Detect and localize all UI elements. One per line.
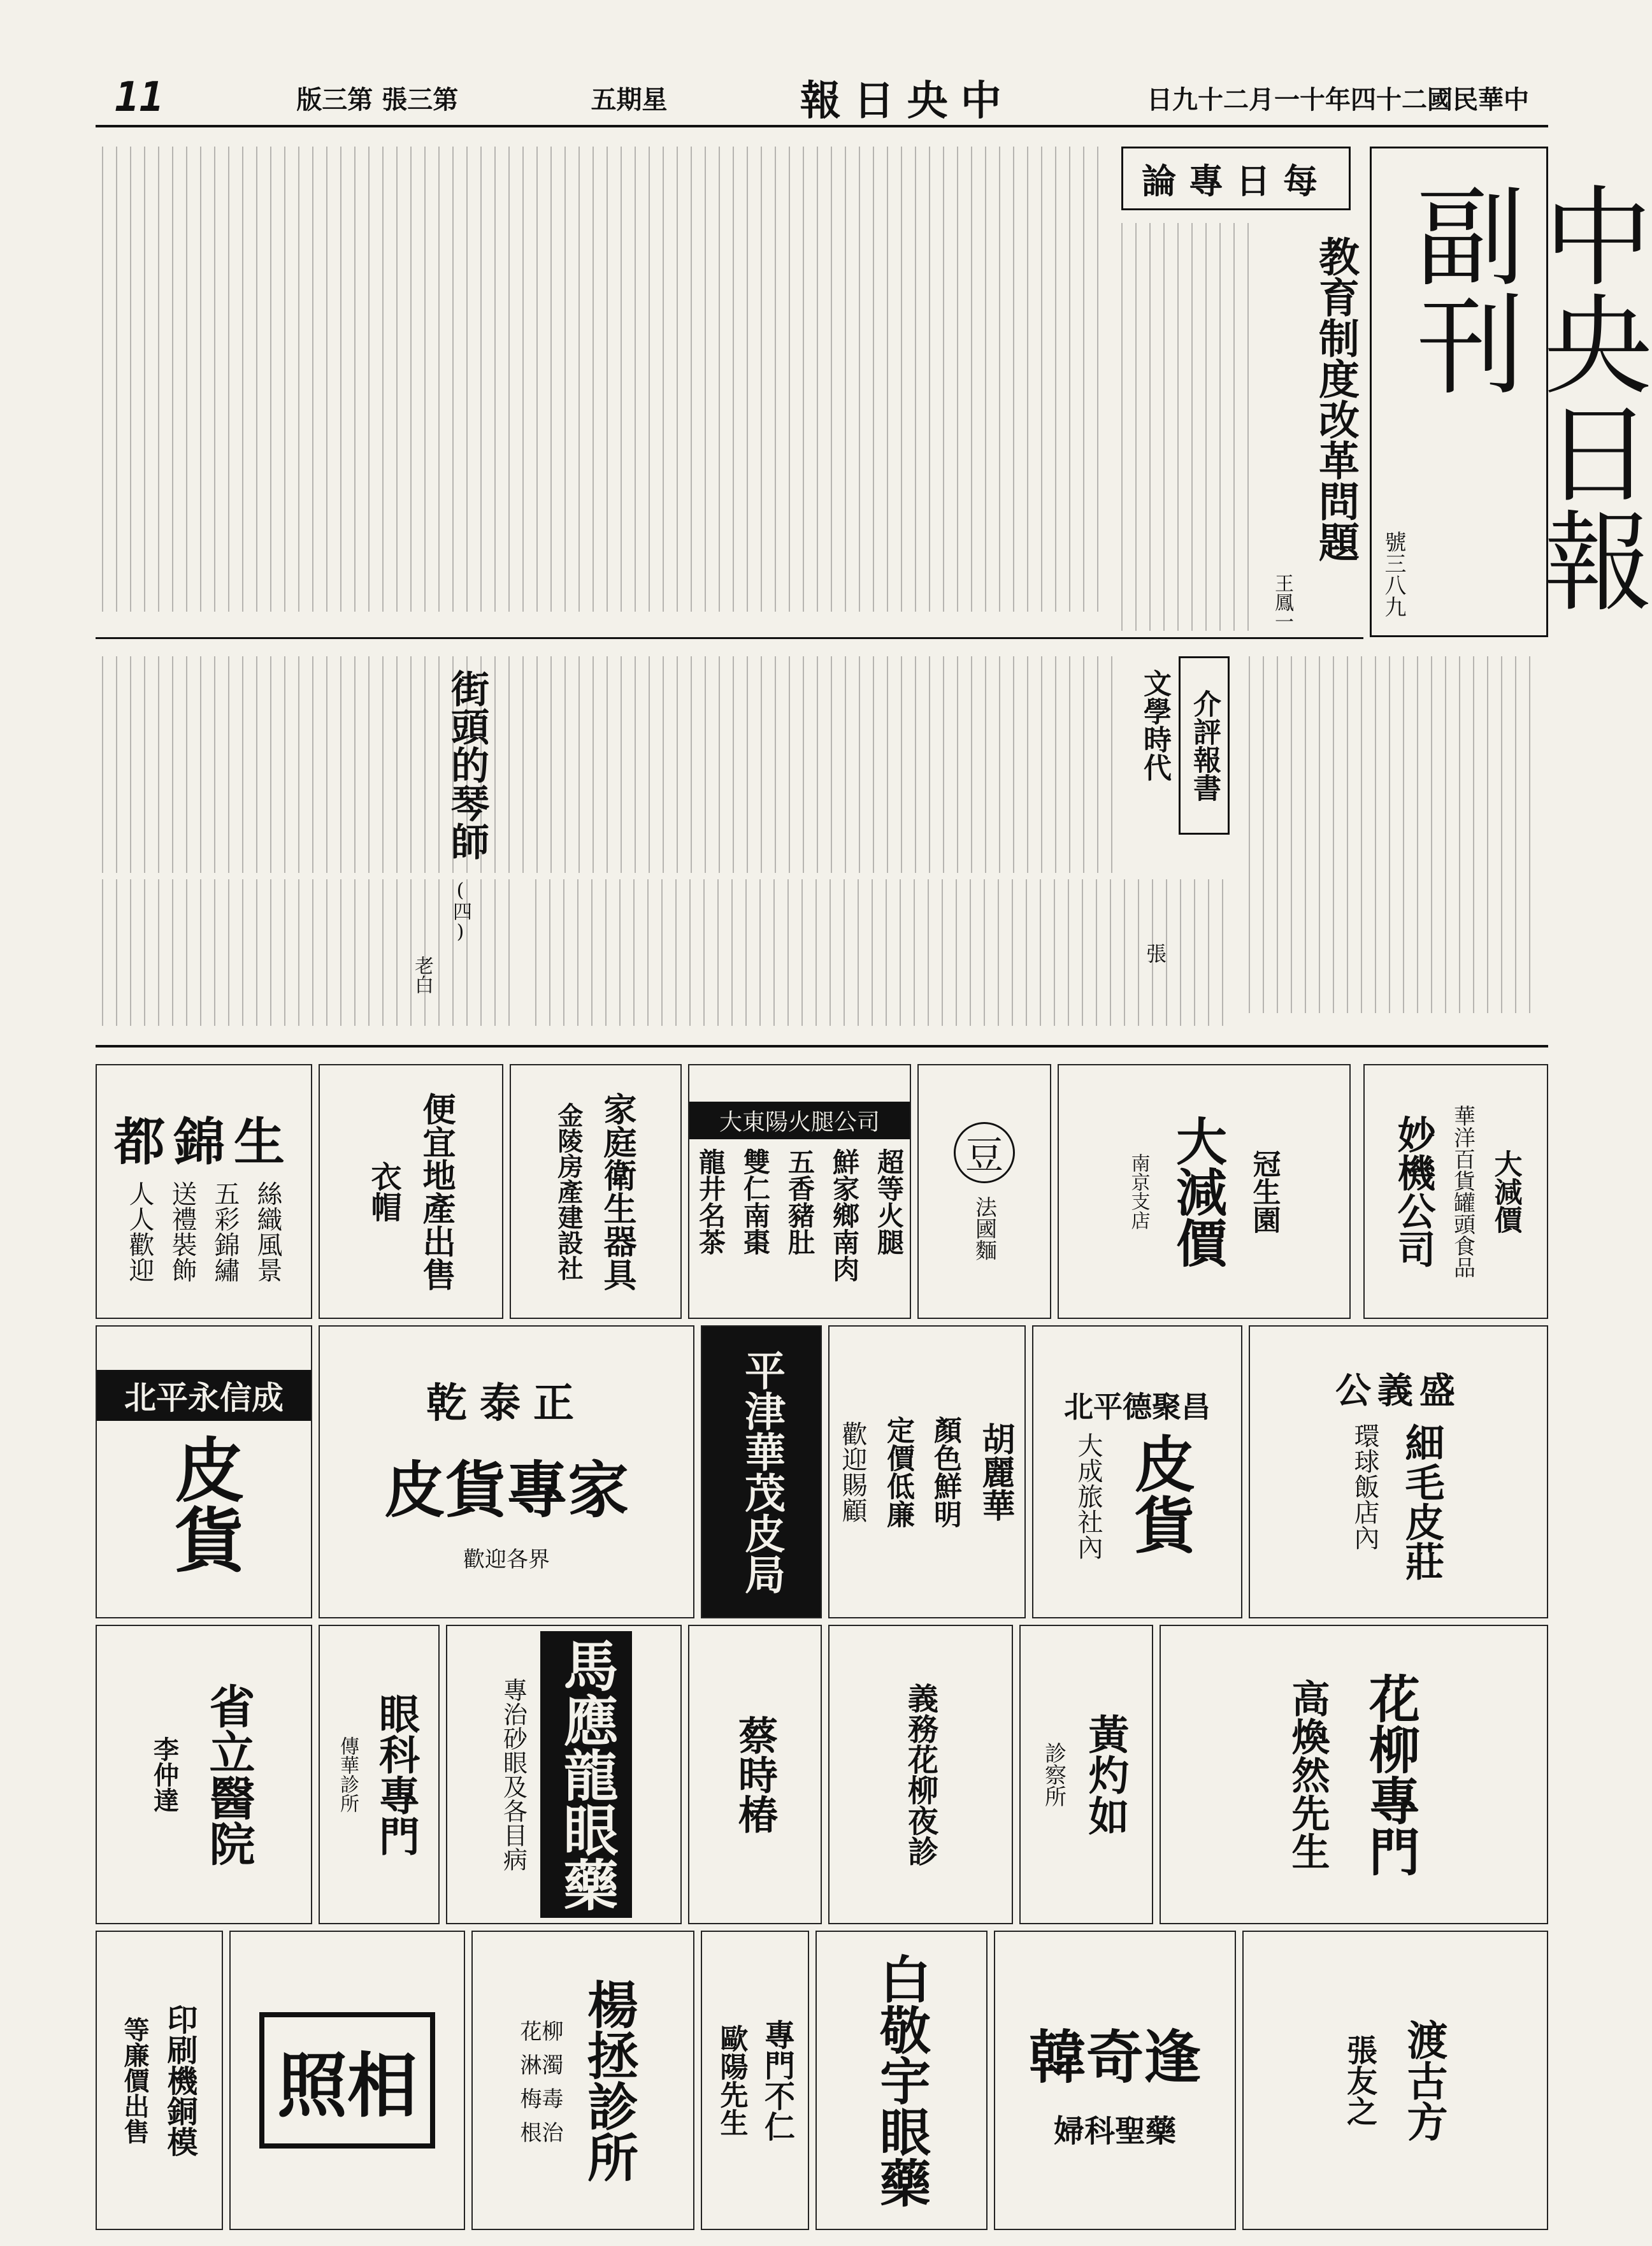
ad-name: 照相 xyxy=(259,2012,435,2149)
ad-line: 大減價 xyxy=(1489,1149,1522,1234)
ad-name: 乾泰正 xyxy=(426,1379,587,1427)
book-review-author: 張 xyxy=(1143,943,1167,963)
divider xyxy=(96,637,1363,639)
page-info: 版三第 張三第 xyxy=(296,84,459,115)
ad-line: 顏色鮮明 xyxy=(929,1416,961,1528)
ad-huamao-fur xyxy=(701,1325,822,1618)
book-review-section-box xyxy=(1179,656,1230,835)
ad-huangzhuoru xyxy=(1019,1625,1153,1924)
newspaper-name: 報日央中 xyxy=(800,77,1014,125)
ad-line: 根治 xyxy=(520,2120,564,2146)
ad-ouyang xyxy=(701,1931,809,2230)
ad-line: 雙仁南棗 xyxy=(740,1148,771,1255)
ad-name: 花柳專門 xyxy=(1360,1673,1421,1876)
ad-free-clinic xyxy=(828,1625,1013,1924)
ad-line: 南京支店 xyxy=(1127,1153,1150,1230)
ad-line: 歐陽先生 xyxy=(715,2024,748,2136)
editorial-body-lead xyxy=(1121,223,1261,631)
ad-line: 大減價 xyxy=(1167,1115,1228,1268)
ad-guanshengyuan xyxy=(1058,1064,1351,1319)
ad-property xyxy=(319,1064,503,1319)
ad-line: 花柳 xyxy=(520,2019,564,2045)
ad-line: 定價低廉 xyxy=(882,1416,914,1528)
ad-name: 眼科專門 xyxy=(372,1693,420,1856)
essay-part: (四) xyxy=(449,879,471,943)
ad-name: 專門不仁 xyxy=(759,2019,795,2142)
ad-line: 細毛皮莊 xyxy=(1398,1423,1445,1581)
editorial-body xyxy=(102,147,1109,612)
ad-qiantaizheng xyxy=(319,1325,694,1618)
ad-baijingyu xyxy=(815,1931,988,2230)
ad-line: 超等火腿 xyxy=(873,1148,905,1255)
ad-line: 皮貨 xyxy=(163,1434,245,1574)
ad-line: 淋濁 xyxy=(520,2053,564,2078)
ad-gufang xyxy=(1242,1931,1548,2230)
ad-name: 便宜地產出售 xyxy=(417,1092,456,1291)
page-header xyxy=(96,70,1548,127)
ad-line: 高煥然先生 xyxy=(1285,1679,1330,1870)
ad-line: 五彩錦繡 xyxy=(210,1180,240,1283)
ad-line: 五香豬肚 xyxy=(784,1148,815,1255)
ad-caishichun xyxy=(688,1625,822,1924)
issue-number: 號三八九 xyxy=(1381,531,1406,617)
editorial-author: 王鳳一 xyxy=(1271,573,1293,631)
right-column-body xyxy=(1249,656,1542,1013)
ad-photo xyxy=(229,1931,465,2230)
ad-mayinglong xyxy=(446,1625,682,1924)
ad-bean xyxy=(917,1064,1051,1319)
ad-dejuchang xyxy=(1032,1325,1242,1618)
ad-line: 衣帽 xyxy=(366,1161,401,1222)
ad-printing xyxy=(96,1931,223,2230)
ad-name: 都錦生 xyxy=(114,1111,294,1172)
weekday: 五期星 xyxy=(591,84,668,115)
ad-hanqifeng xyxy=(994,1931,1236,2230)
ad-name: 冠生園 xyxy=(1247,1149,1281,1234)
ad-name: 印刷機銅模 xyxy=(162,2004,198,2157)
ad-name: 大東陽火腿公司 xyxy=(689,1102,910,1139)
ad-ophthalmology xyxy=(319,1625,440,1924)
ad-name: 北平永信成 xyxy=(97,1370,311,1421)
ad-line: 專治砂眼及各目病 xyxy=(499,1678,528,1871)
ad-name: 韓奇逢 xyxy=(1029,2023,1201,2091)
ad-mioji xyxy=(1363,1064,1548,1319)
ad-yongxincheng xyxy=(96,1325,312,1618)
column-name: 論專日每 xyxy=(1142,160,1330,201)
essay-author: 老白 xyxy=(411,956,433,994)
masthead xyxy=(1370,147,1651,637)
ad-line: 送禮裝飾 xyxy=(168,1180,197,1283)
ad-name: 妙機公司 xyxy=(1391,1115,1436,1268)
ad-name: 胡麗華 xyxy=(976,1422,1015,1522)
ad-line: 婦科聖藥 xyxy=(1053,2113,1176,2149)
ad-name: 黃灼如 xyxy=(1081,1713,1130,1836)
ad-line: 等廉價出售 xyxy=(120,2017,150,2144)
book-review-subject: 文學時代 xyxy=(1138,669,1171,781)
ad-name: 蔡時椿 xyxy=(731,1715,779,1834)
book-review-body xyxy=(102,656,1121,873)
ad-hulihua xyxy=(828,1325,1026,1618)
ad-provincial-hospital xyxy=(96,1625,312,1924)
ad-dujinsheng xyxy=(96,1064,312,1319)
ad-line: 傳華診所 xyxy=(336,1736,359,1813)
page-number-mark: 11 xyxy=(115,74,164,121)
ad-line: 張友之 xyxy=(1341,2034,1377,2126)
ad-name: 馬應龍眼藥 xyxy=(540,1631,632,1918)
ads-divider xyxy=(96,1045,1548,1047)
ad-line: 鮮家鄉南肉 xyxy=(829,1148,860,1282)
ad-name: 公義盛 xyxy=(1335,1370,1462,1412)
ad-household xyxy=(510,1064,682,1319)
ad-dadong-ham xyxy=(688,1064,911,1319)
essay-body xyxy=(102,879,522,1026)
ad-name: 家庭衛生器具 xyxy=(598,1092,636,1291)
ad-line: 人人歡迎 xyxy=(125,1180,154,1283)
ad-name: 平津華茂皮局 xyxy=(738,1350,786,1594)
ad-line: 金陵房產建設社 xyxy=(554,1102,584,1281)
ad-yangzheng xyxy=(471,1931,694,2230)
ad-gongyisheng xyxy=(1249,1325,1548,1618)
ad-name: 義務花柳夜診 xyxy=(902,1683,938,1866)
editorial-title: 教育制度改革問題 xyxy=(1312,236,1360,562)
ad-line: 龍井名茶 xyxy=(695,1148,726,1255)
ad-line: 絲織風景 xyxy=(253,1180,282,1283)
ad-name: 楊拯診所 xyxy=(578,1978,639,2182)
book-review-section: 介評報書 xyxy=(1188,689,1221,802)
editorial-column-box xyxy=(1121,147,1351,210)
ad-name: 豆 xyxy=(954,1122,1015,1183)
essay-title: 街頭的琴師 xyxy=(445,669,489,860)
ad-name: 渡古方 xyxy=(1400,2019,1448,2142)
ad-line: 皮貨 xyxy=(1124,1432,1196,1555)
ad-line: 皮貨專家 xyxy=(384,1454,629,1526)
ad-line: 法國麵 xyxy=(971,1196,997,1261)
ad-line: 梅毒 xyxy=(520,2087,564,2112)
masthead-title: 中央日報副刊 xyxy=(1398,180,1651,614)
ad-line: 歡迎各界 xyxy=(463,1547,550,1573)
ad-name: 北平德聚昌 xyxy=(1064,1390,1210,1424)
ad-name: 省立醫院 xyxy=(201,1683,256,1866)
review-body-lower xyxy=(535,879,1223,1026)
ad-line: 大成旅社內 xyxy=(1074,1432,1103,1560)
ad-line: 華洋百貨罐頭食品 xyxy=(1449,1105,1476,1278)
ad-line: 歡迎賜顧 xyxy=(838,1421,867,1523)
ad-name: 白敬宇眼藥 xyxy=(871,1953,931,2208)
ad-flower-willow xyxy=(1160,1625,1548,1924)
ad-line: 環球飯店內 xyxy=(1350,1423,1379,1550)
issue-date: 日九十二月一十年四十二國民華中 xyxy=(1147,84,1529,115)
ad-line: 診察所 xyxy=(1040,1742,1067,1807)
ad-line: 李仲達 xyxy=(149,1736,180,1813)
